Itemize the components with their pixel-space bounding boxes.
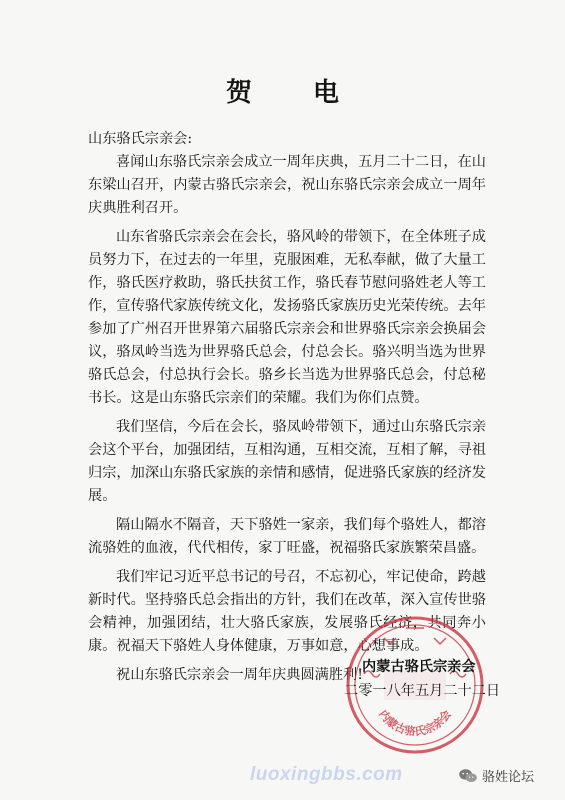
document-title: 贺 电 [225,78,366,108]
site-watermark: luoxingbbs.com [250,764,403,785]
wechat-icon [458,768,478,784]
signature-date: 二零一八年五月二十二日 [344,683,501,699]
salutation: 山东骆氏宗亲会: [88,131,193,147]
paragraph-2: 山东省骆氏宗亲会在会长，骆风岭的带领下，在全体班子成员努力下，在过去的一年里，克服困难，无私奉献，做了大量工作，骆氏医疗救助，骆氏扶贫工作，骆氏春节慰问骆姓老人等工作，宣传骆代家族传统文化，发扬骆氏家族历史光荣传统。去年参加了广州召开世界第六届骆氏宗亲会和世界骆氏宗亲会换届会议，骆凤岭当选为世界骆氏总会，付总会长。骆兴明当选为世界骆氏总会，付总执行会长。骆乡长当选为世界骆氏总会，付总秘书长。这是山东骆氏宗亲们的荣耀。我们为你们点赞。 [88,229,486,406]
svg-text:内蒙古骆氏宗亲会 [376,707,454,738]
signature-organization: 内蒙古骆氏宗亲会 [362,659,476,675]
paragraph-4: 隔山隔水不隔音，天下骆姓一家亲，我们每个骆姓人，都溶流骆姓的血液，代代相传，家丁旺盛，祝福骆氏家族繁荣昌盛。 [88,517,486,556]
paragraph-1: 喜闻山东骆氏宗亲会成立一周年庆典，五月二十二日，在山东梁山召开，内蒙古骆氏宗亲会，祝山东骆氏宗亲会成立一周年庆典胜利召开。 [88,154,486,216]
channel-name: 骆姓论坛 [482,770,535,785]
closing-line: 祝山东骆氏宗亲会一周年庆典圆满胜利! [116,667,363,683]
seal-text: 内蒙古骆氏宗亲会 [376,707,454,739]
wechat-channel-tag[interactable] [458,766,534,785]
document-body [88,128,486,693]
paragraph-5: 我们牢记习近平总书记的号召，不忘初心，牢记使命，跨越新时代。坚持骆氏总会指出的方针，我们在改革，深入宣传世骆会精神，加强团结，壮大骆氏家族，发展骆氏经济，共同奔小康。祝福天下骆姓人身体健康，万事如意，心想事成。 [88,569,486,654]
paragraph-3: 我们坚信，今后在会长，骆凤岭带领下，通过山东骆氏宗亲会这个平台，加强团结，互相沟通，互相交流，互相了解，寻祖归宗，加深山东骆氏家族的亲情和感情，促进骆氏家族的经济发展。 [88,419,486,504]
